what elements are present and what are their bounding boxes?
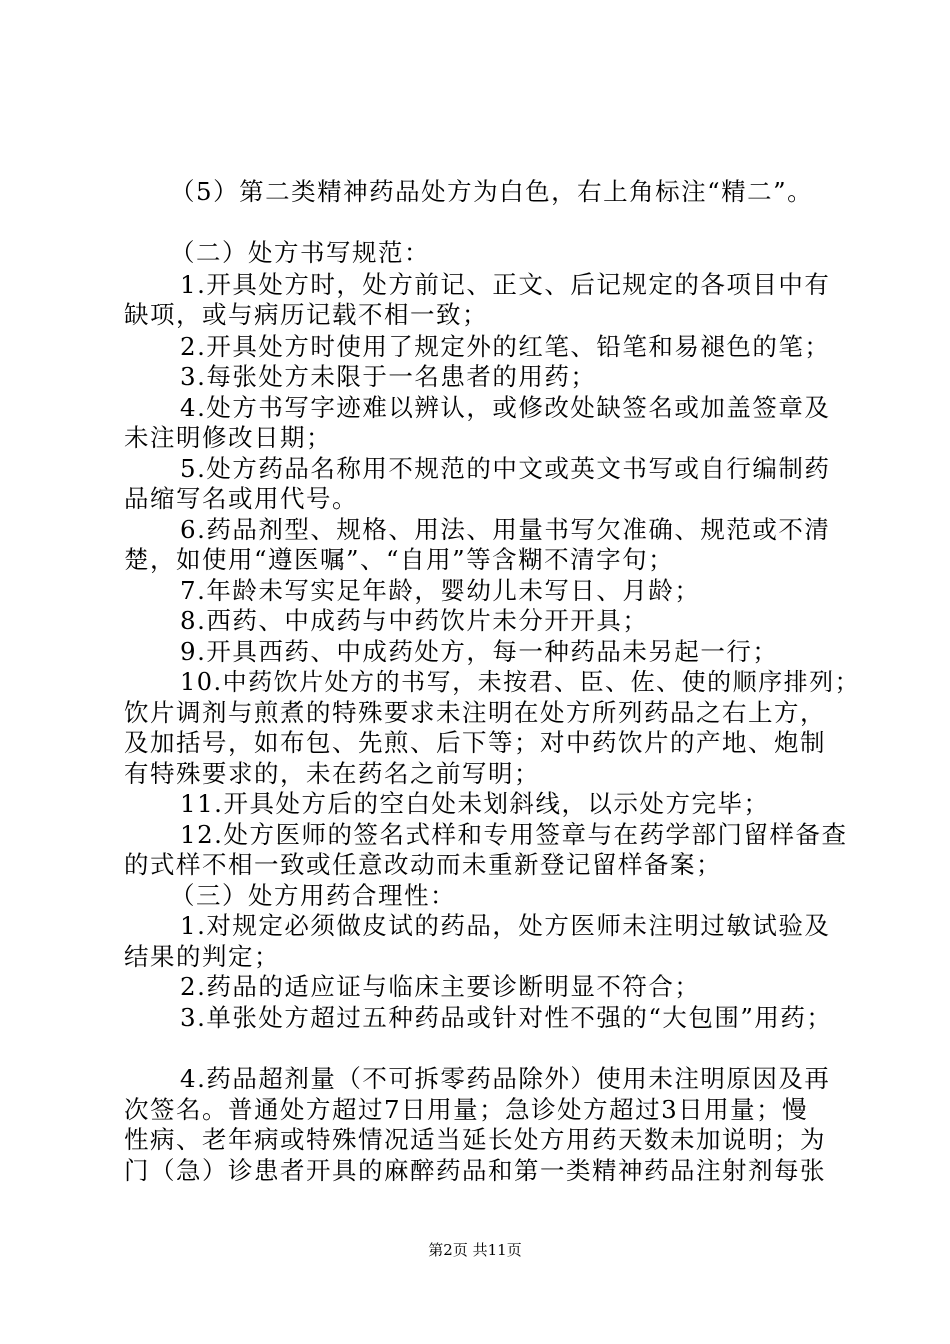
text-line: 3.单张处方超过五种药品或针对性不强的“大包围”用药； bbox=[180, 1003, 833, 1032]
text-line: 品缩写名或用代号。 bbox=[124, 484, 358, 513]
text-line: 1.开具处方时，处方前记、正文、后记规定的各项目中有 bbox=[180, 270, 831, 299]
text-line: 未注明修改日期； bbox=[124, 423, 332, 452]
text-line: 结果的判定； bbox=[124, 942, 280, 971]
text-line: 3.每张处方未限于一名患者的用药； bbox=[180, 362, 597, 391]
text-line: 1.对规定必须做皮试的药品，处方医师未注明过敏试验及 bbox=[180, 911, 831, 940]
text-line: 4.药品超剂量（不可拆零药品除外）使用未注明原因及再 bbox=[180, 1064, 831, 1093]
text-line: 有特殊要求的，未在药名之前写明； bbox=[124, 759, 540, 788]
text-line: 9.开具西药、中成药处方，每一种药品未另起一行； bbox=[180, 637, 779, 666]
text-line: 2.开具处方时使用了规定外的红笔、铅笔和易褪色的笔； bbox=[180, 332, 831, 361]
text-line: 6.药品剂型、规格、用法、用量书写欠准确、规范或不清 bbox=[180, 515, 831, 544]
text-line: 12.处方医师的签名式样和专用签章与在药学部门留样备查 bbox=[180, 820, 848, 849]
text-line: 次签名。普通处方超过7日用量；急诊处方超过3日用量；慢 bbox=[124, 1095, 809, 1124]
text-line: 性病、老年病或特殊情况适当延长处方用药天数未加说明；为 bbox=[124, 1125, 826, 1154]
text-line: 饮片调剂与煎煮的特殊要求未注明在处方所列药品之右上方， bbox=[124, 698, 826, 727]
text-line: 及加括号，如布包、先煎、后下等；对中药饮片的产地、炮制 bbox=[124, 728, 826, 757]
text-line: 缺项，或与病历记载不相一致； bbox=[124, 300, 488, 329]
text-line: 8.西药、中成药与中药饮片未分开开具； bbox=[180, 606, 649, 635]
text-line: 10.中药饮片处方的书写，未按君、臣、佐、使的顺序排列； bbox=[180, 668, 861, 696]
text-line: （5）第二类精神药品处方为白色，右上角标注“精二”。 bbox=[170, 177, 814, 206]
text-line: 11.开具处方后的空白处未划斜线，以示处方完毕； bbox=[180, 789, 770, 818]
text-line: 5.处方药品名称用不规范的中文或英文书写或自行编制药 bbox=[180, 454, 831, 483]
section-heading: （三）处方用药合理性： bbox=[170, 881, 456, 910]
section-heading: （二）处方书写规范： bbox=[170, 238, 430, 267]
page-number-footer: 第2页 共11页 bbox=[428, 1241, 522, 1259]
text-line: 4.处方书写字迹难以辨认，或修改处缺签名或加盖签章及 bbox=[180, 393, 831, 422]
text-line: 楚，如使用“遵医嘱”、“自用”等含糊不清字句； bbox=[124, 545, 675, 574]
text-line: 门（急）诊患者开具的麻醉药品和第一类精神药品注射剂每张 bbox=[124, 1156, 826, 1185]
text-line: 的式样不相一致或任意改动而未重新登记留样备案； bbox=[124, 850, 722, 879]
text-line: 2.药品的适应证与临床主要诊断明显不符合； bbox=[180, 972, 701, 1001]
text-line: 7.年龄未写实足年龄，婴幼儿未写日、月龄； bbox=[180, 576, 701, 605]
